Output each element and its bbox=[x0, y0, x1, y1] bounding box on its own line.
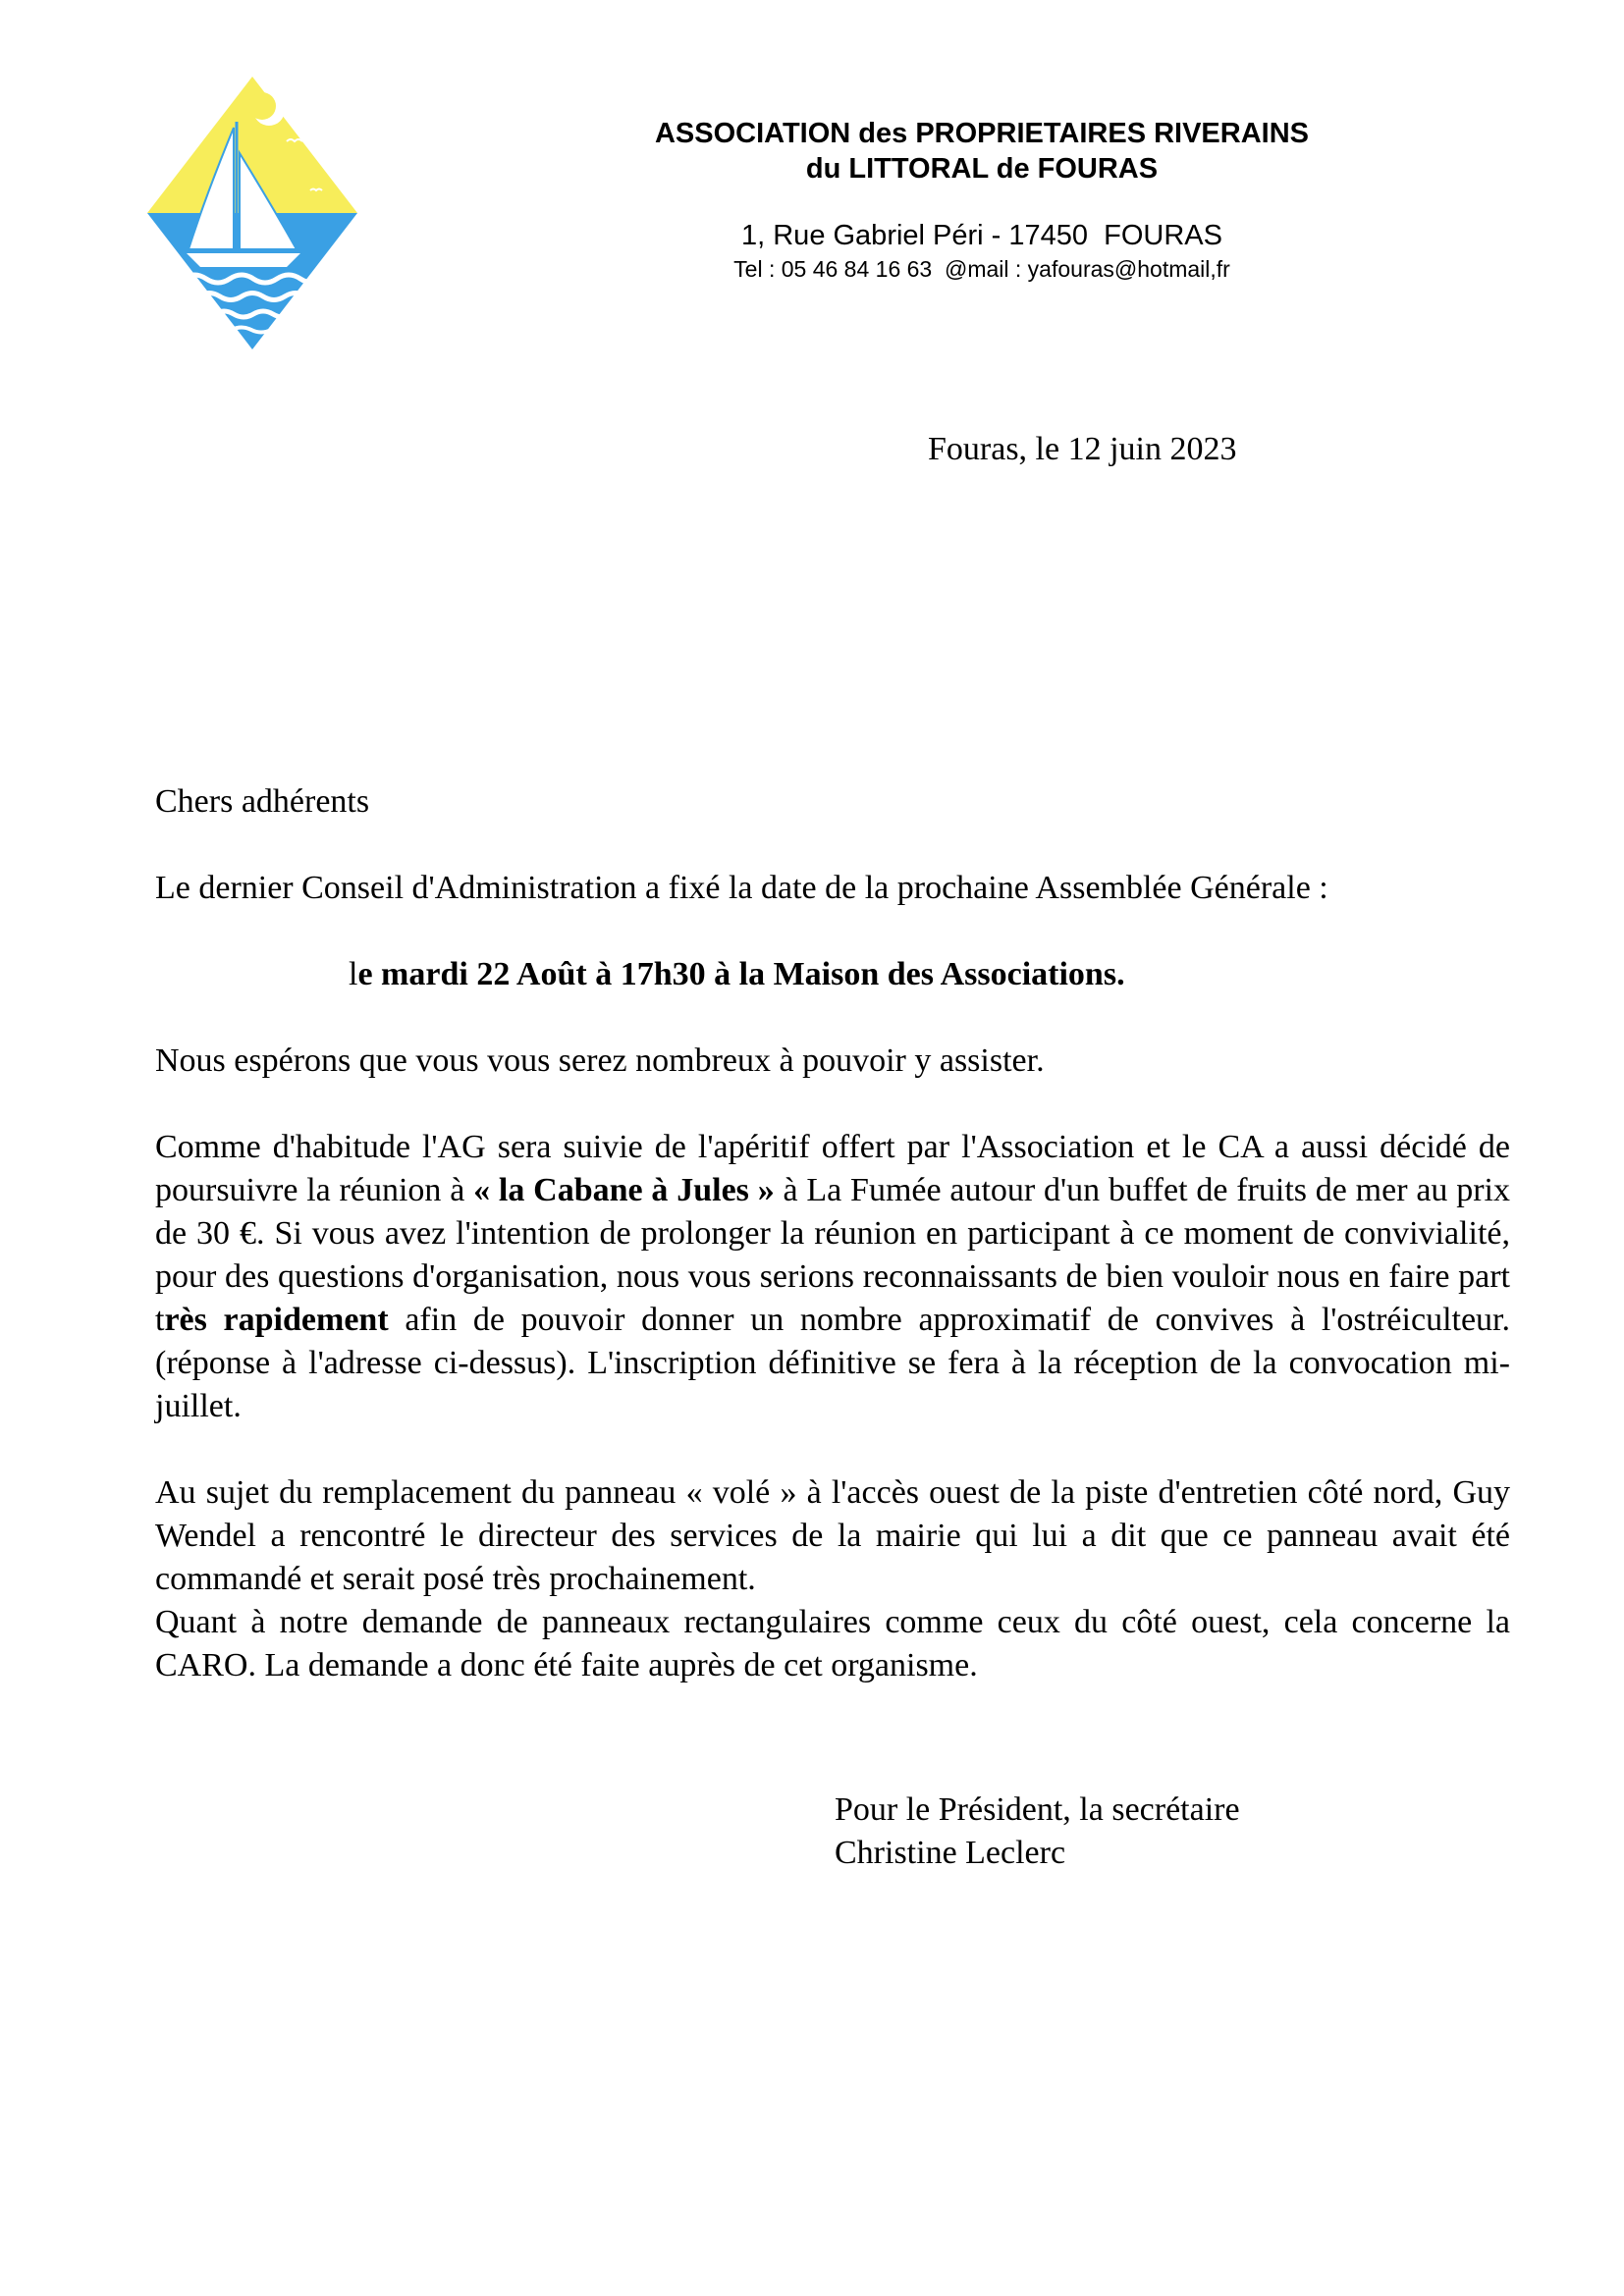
salutation: Chers adhérents bbox=[155, 783, 370, 820]
signature-role: Pour le Président, la secrétaire bbox=[835, 1791, 1240, 1828]
caro-paragraph: Quant à notre demande de panneaux rectangulaires comme ceux du côté ouest, cela concerne la CARO. La demande a donc été faite auprès de cet organisme. bbox=[155, 1604, 1510, 1683]
sign-paragraph: Au sujet du remplacement du panneau « volé » à l'accès ouest de la piste d'entretien côté nord, Guy Wendel a rencontré le directeur des services de la mairie qui lui a dit que ce panneau avait été commandé et serait posé très prochainement. bbox=[155, 1474, 1510, 1597]
letterhead bbox=[550, 116, 1414, 283]
signature-name: Christine Leclerc bbox=[835, 1835, 1066, 1871]
org-contact: Tel : 05 46 84 16 63 @mail : yafouras@hotmail,fr bbox=[733, 256, 1230, 282]
hope-paragraph: Nous espérons que vous vous serez nombreux à pouvoir y assister. bbox=[155, 1042, 1045, 1079]
intro-paragraph: Le dernier Conseil d'Administration a fixé la date de la prochaine Assemblée Générale : bbox=[155, 870, 1328, 906]
signature-block bbox=[835, 1789, 1240, 1875]
org-name-line1: ASSOCIATION des PROPRIETAIRES RIVERAINS bbox=[654, 118, 1310, 149]
dinner-text-c: afin de pouvoir donner un nombre approximatif de convives à l'ostréiculteur. (réponse à l'adresse ci-dessus). L'inscription définitive se fera à la réception de la convocation mi-juillet. bbox=[155, 1302, 1510, 1424]
venue-name: « la Cabane à Jules » bbox=[473, 1172, 775, 1208]
org-name-line2: du LITTORAL de FOURAS bbox=[805, 153, 1159, 185]
meeting-details: e mardi 22 Août à 17h30 à la Maison des Associations. bbox=[357, 956, 1125, 992]
dinner-text-a: Comme d'habitude l'AG sera suivie de l'apéritif offert par l'Association et le CA a aussi décidé de poursuivre la réunion à bbox=[155, 1129, 1510, 1208]
dinner-paragraph bbox=[155, 1126, 1510, 1428]
letter-body bbox=[155, 780, 1510, 1687]
meeting-announcement bbox=[155, 953, 1510, 996]
org-address: 1, Rue Gabriel Péri - 17450 FOURAS bbox=[741, 220, 1222, 251]
letter-date: Fouras, le 12 juin 2023 bbox=[928, 431, 1237, 467]
sailboat-logo-icon bbox=[143, 77, 361, 349]
dinner-text-b: à La Fumée autour d'un buffet de fruits de mer au prix de 30 €. Si vous avez l'intention de prolonger la réunion en participant à ce moment de convivialité, pour des questions d'organisation, nous vous serions reconnaissants de bien vouloir nous en faire part t bbox=[155, 1172, 1511, 1338]
association-logo bbox=[143, 77, 361, 349]
urgency-emphasis: rès rapidement bbox=[164, 1302, 389, 1338]
meeting-prefix: l bbox=[349, 956, 358, 992]
